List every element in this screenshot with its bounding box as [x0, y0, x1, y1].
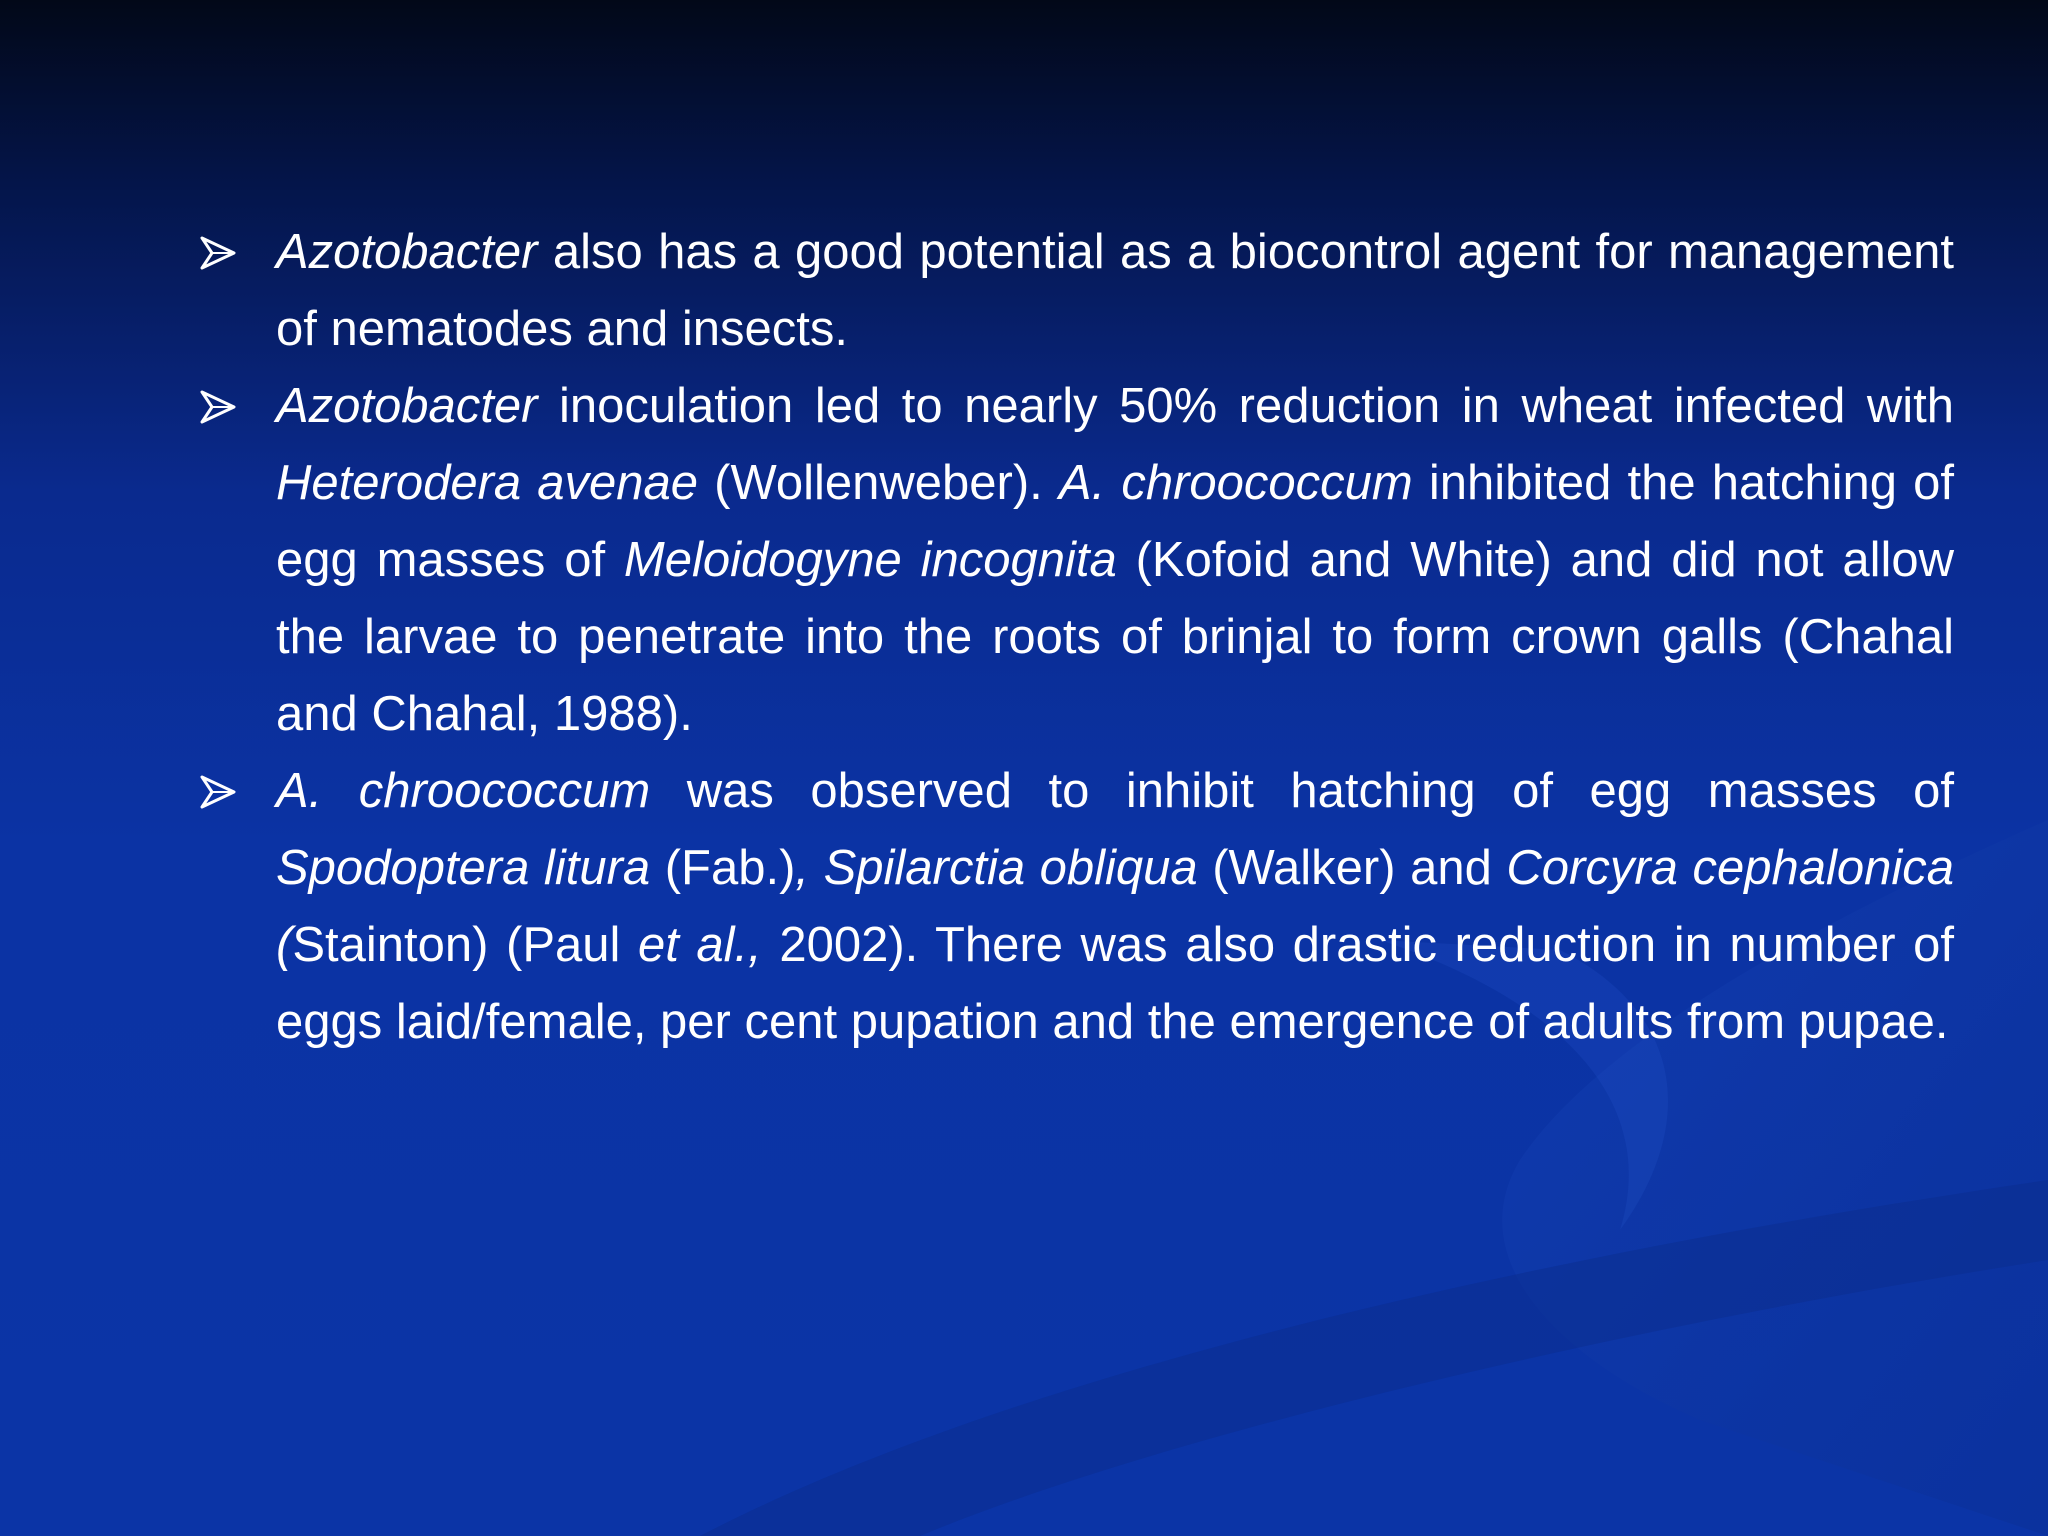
- text-segment: Stainton) (Paul: [292, 918, 638, 972]
- text-segment: inoculation led to nearly 50% reduction in wheat infected with: [537, 379, 1954, 433]
- italic-text-segment: Azotobacter: [276, 379, 538, 433]
- bullet-text: [276, 225, 1954, 356]
- italic-text-segment: Corcyra cephalonica (: [276, 841, 1955, 972]
- italic-text-segment: Heterodera avenae: [276, 456, 699, 510]
- text-segment: (Kofoid and White) and did not allow the larvae to penetrate into the roots of brinjal to form crown galls (Chahal and Chahal, 1988).: [276, 533, 1955, 741]
- bullet-item: [200, 753, 1954, 1061]
- text-segment: inhibited the hatching of egg masses of: [276, 456, 1954, 587]
- slide-content: [200, 214, 1954, 1061]
- bullet-list: [200, 214, 1954, 1061]
- bullet-item: [200, 368, 1954, 753]
- italic-text-segment: Azotobacter: [276, 225, 538, 279]
- text-segment: (Wollenweber).: [698, 456, 1059, 510]
- italic-text-segment: ,: [795, 841, 824, 895]
- italic-text-segment: et al.,: [637, 918, 762, 972]
- italic-text-segment: Meloidogyne incognita: [623, 533, 1117, 587]
- text-segment: 2002). There was also drastic reduction in number of eggs laid/female, per cent pupation and the emergence of adults from pupae.: [276, 918, 1954, 1049]
- bullet-text: [276, 764, 1954, 1049]
- italic-text-segment: Spilarctia obliqua: [823, 841, 1198, 895]
- arrow-bullet-icon: [200, 236, 236, 270]
- text-segment: was observed to inhibit hatching of egg masses of: [650, 764, 1954, 818]
- italic-text-segment: A. chroococcum: [1058, 456, 1413, 510]
- italic-text-segment: A. chroococcum: [276, 764, 651, 818]
- arrow-bullet-icon: [200, 775, 236, 809]
- text-segment: (Fab.): [650, 841, 796, 895]
- text-segment: (Walker) and: [1197, 841, 1507, 895]
- bullet-text: [276, 379, 1954, 741]
- text-segment: also has a good potential as a biocontrol agent for management of nematodes and insects.: [276, 225, 1954, 356]
- italic-text-segment: Spodoptera litura: [276, 841, 651, 895]
- arrow-bullet-icon: [200, 390, 236, 424]
- bullet-item: [200, 214, 1954, 368]
